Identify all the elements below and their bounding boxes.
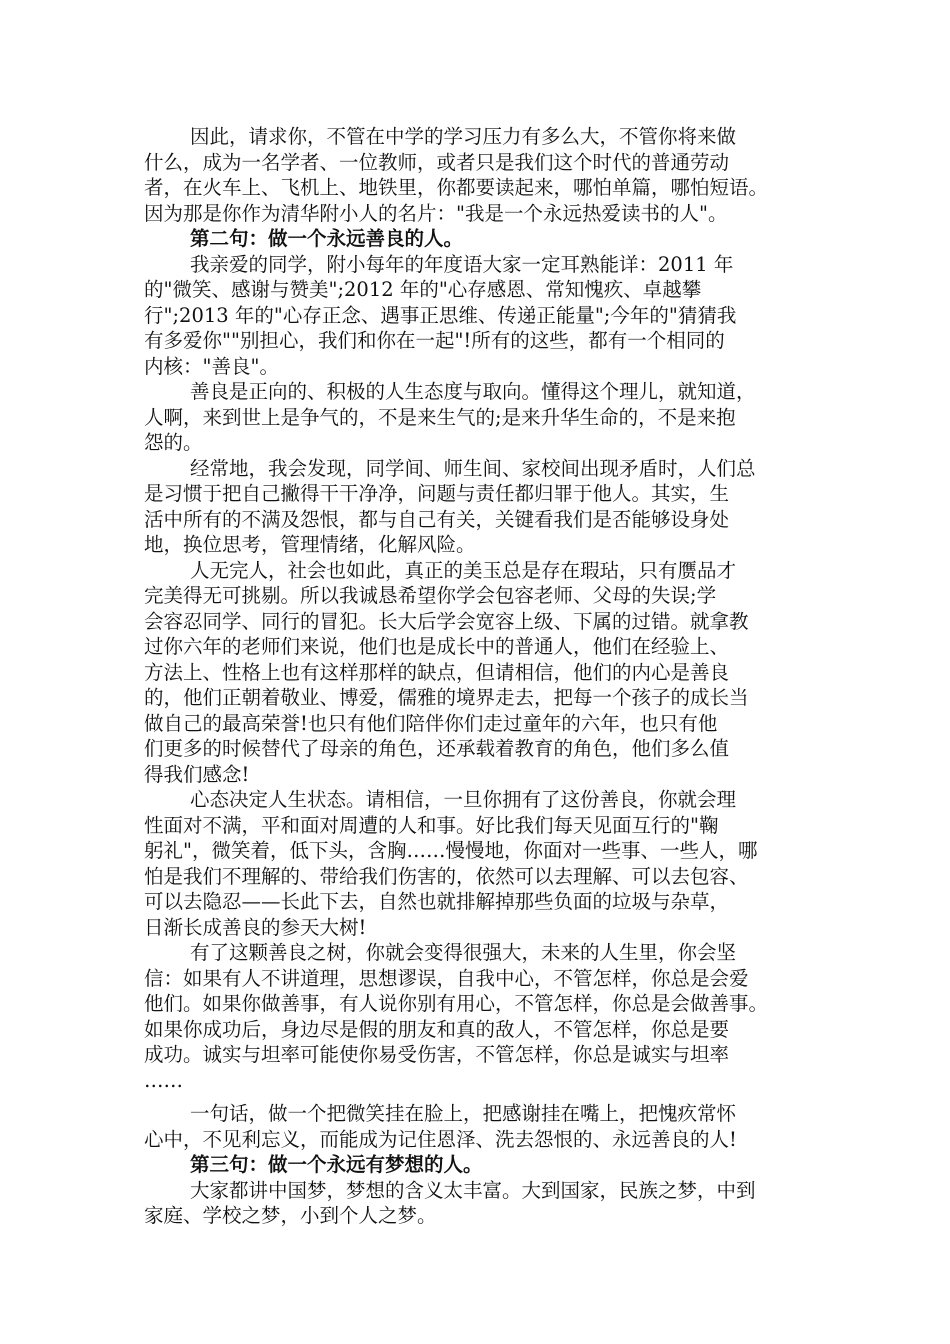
text-line: 怨的。 [144, 431, 203, 454]
text-line: 成功。诚实与坦率可能使你易受伤害，不管怎样，你总是诚实与坦率 [144, 1043, 730, 1066]
text-line: 我亲爱的同学，附小每年的年度语大家一定耳熟能详：2011 年 [190, 252, 734, 276]
text-line: 如果你成功后，身边尽是假的朋友和真的敌人，不管怎样，你总是要 [144, 1017, 730, 1041]
text-line: 心中，不见利忘义，而能成为记住恩泽、洗去怨恨的、永远善良的人! [144, 1127, 737, 1151]
text-line: 躬礼"，微笑着，低下头，含胸……慢慢地，你面对一些事、一些人，哪 [144, 839, 758, 862]
text-line: 可以去隐忍——长此下去，自然也就排解掉那些负面的垃圾与杂草， [144, 890, 730, 913]
text-line: 做自己的最高荣誉!也只有他们陪伴你们走过童年的六年，也只有他 [144, 711, 718, 735]
document-body [144, 124, 808, 1229]
text-line: 经常地，我会发现，同学间、师生间、家校间出现矛盾时，人们总 [190, 456, 756, 480]
text-line: 有了这颗善良之树，你就会变得很强大，未来的人生里，你会坚 [190, 941, 737, 964]
text-line: 人啊，来到世上是争气的，不是来生气的;是来升华生命的，不是来抱 [144, 405, 736, 429]
paragraph-gap [144, 1093, 808, 1101]
text-line: 性面对不满，平和面对周遭的人和事。好比我们每天见面互行的"鞠 [144, 813, 719, 837]
text-line: 得我们感念! [144, 762, 250, 786]
text-line: 他们。如果你做善事，有人说你别有用心，不管怎样，你总是会做善事。 [144, 992, 769, 1015]
text-line: 活中所有的不满及怨恨，都与自己有关，关键看我们是否能够设身处 [144, 507, 730, 531]
text-line: 善良是正向的、积极的人生态度与取向。懂得这个理儿，就知道， [190, 380, 756, 403]
text-line: 心态决定人生状态。请相信，一旦你拥有了这份善良，你就会理 [190, 788, 737, 811]
text-line: 有多爱你""别担心，我们和你在一起"!所有的这些，都有一个相同的 [144, 329, 725, 352]
text-line: 者，在火车上、飞机上、地铁里，你都要读起来，哪怕单篇，哪怕短语。 [144, 176, 769, 199]
text-line: 是习惯于把自己撇得干干净净，问题与责任都归罪于他人。其实，生 [144, 482, 730, 505]
text-line: 内核："善良"。 [144, 354, 279, 378]
text-line: 地，换位思考，管理情绪，化解风险。 [144, 533, 476, 556]
text-line: 们更多的时候替代了母亲的角色，还承载着教育的角色，他们多么值 [144, 737, 730, 760]
text-line: 因此，请求你，不管在中学的学习压力有多么大，不管你将来做 [190, 125, 737, 148]
text-line: 日渐长成善良的参天大树! [144, 915, 367, 939]
section-heading: 第三句：做一个永远有梦想的人。 [190, 1153, 483, 1176]
section-heading: 第二句：做一个永远善良的人。 [190, 227, 464, 250]
text-line: 行";2013 年的"心存正念、遇事正思维、传递正能量";今年的"猜猜我 [144, 303, 737, 327]
text-line: 人无完人，社会也如此，真正的美玉总是存在瑕玷，只有赝品才 [190, 558, 737, 582]
text-line: 会容忍同学、同行的冒犯。长大后学会宽容上级、下属的过错。就拿教 [144, 609, 749, 633]
text-line: …… [144, 1068, 183, 1092]
text-line: 方法上、性格上也有这样那样的缺点，但请相信，他们的内心是善良 [144, 660, 730, 684]
text-line: 一句话，做一个把微笑挂在脸上，把感谢挂在嘴上，把愧疚常怀 [190, 1102, 737, 1125]
text-line: 的，他们正朝着敬业、博爱，儒雅的境界走去，把每一个孩子的成长当 [144, 686, 749, 709]
text-line: 家庭、学校之梦，小到个人之梦。 [144, 1204, 437, 1227]
text-line: 完美得无可挑剔。所以我诚恳希望你学会包容老师、父母的失误;学 [144, 584, 717, 607]
text-line: 什么，成为一名学者、一位教师，或者只是我们这个时代的普通劳动 [144, 150, 730, 174]
text-line: 大家都讲中国梦，梦想的含义太丰富。大到国家，民族之梦，中到 [190, 1178, 756, 1202]
text-line: 因为那是你作为清华附小人的名片："我是一个永远热爱读书的人"。 [144, 201, 728, 225]
text-line: 怕是我们不理解的、带给我们伤害的，依然可以去理解、可以去包容、 [144, 864, 749, 888]
text-line: 的"微笑、感谢与赞美";2012 年的"心存感恩、常知愧疚、卓越攀 [144, 278, 702, 301]
text-line: 过你六年的老师们来说，他们也是成长中的普通人，他们在经验上、 [144, 635, 730, 658]
text-line: 信：如果有人不讲道理，思想谬误，自我中心，不管怎样，你总是会爱 [144, 966, 749, 990]
